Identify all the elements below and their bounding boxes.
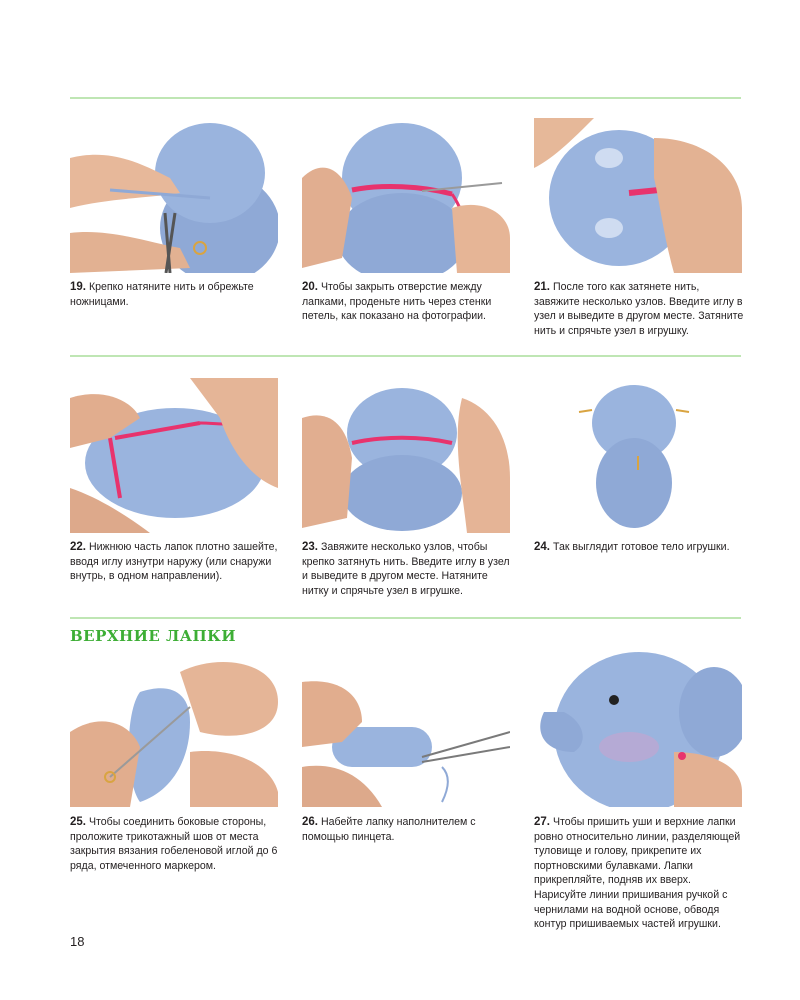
step-text: Чтобы пришить уши и верхние лапки ровно относительно линии, разделяющей туловище и голову, прикрепите их портновскими булавками. Лапки прикрепляйте, подняв их вверх. Нарисуйте линии пришивания ручкой с чернилами на водной основе, обводя контур пришиваемых частей игрушки. bbox=[534, 816, 741, 931]
step-23-caption bbox=[302, 540, 512, 598]
page-number: 18 bbox=[70, 934, 85, 949]
step-number: 26. bbox=[302, 816, 318, 828]
step-number: 20. bbox=[302, 281, 318, 293]
step-number: 21. bbox=[534, 281, 550, 293]
step-number: 22. bbox=[70, 541, 86, 553]
step-number: 25. bbox=[70, 816, 86, 828]
step-number: 27. bbox=[534, 816, 550, 828]
knitted-body-cutting-yarn-photo bbox=[70, 118, 278, 273]
step-22-caption bbox=[70, 540, 280, 584]
divider-top bbox=[70, 97, 741, 99]
step-text: Чтобы закрыть отверстие между лапками, проденьте нить через стенки петель, как показано на фотографии. bbox=[302, 281, 492, 323]
step-text: Завяжите несколько узлов, чтобы крепко затянуть нить. Введите иглу в узел и выведите в другом месте. Натяните нитку и спрячьте узел в игрушке. bbox=[302, 541, 510, 597]
sewing-paw-bottom-photo bbox=[70, 378, 278, 533]
stuffing-paw-photo bbox=[302, 652, 510, 807]
step-26-caption bbox=[302, 815, 512, 844]
divider-section bbox=[70, 617, 741, 619]
step-20-caption bbox=[302, 280, 512, 324]
tightening-thread-photo bbox=[302, 378, 510, 533]
step-text: После того как затянете нить, завяжите несколько узлов. Введите иглу в узел и выведите в другом месте. Затяните нить и спрячьте узел в игрушку. bbox=[534, 281, 744, 337]
step-number: 19. bbox=[70, 281, 86, 293]
step-text: Крепко натяните нить и обрежьте ножницами. bbox=[70, 281, 254, 308]
step-text: Чтобы соединить боковые стороны, проложите трикотажный шов от места закрытия вязания гобеленовой иглой до 6 ряда, отмеченного маркером. bbox=[70, 816, 278, 872]
step-text: Нижнюю часть лапок плотно зашейте, вводя иглу изнутри наружу (или снаружи внутрь, в одном направлении). bbox=[70, 541, 278, 583]
step-24-caption bbox=[534, 540, 744, 555]
divider-middle bbox=[70, 355, 741, 357]
pinning-ears-paws-photo bbox=[534, 652, 742, 807]
threading-legs-photo bbox=[302, 118, 510, 273]
tying-knots-photo bbox=[534, 118, 742, 273]
step-27-caption bbox=[534, 815, 744, 932]
step-number: 23. bbox=[302, 541, 318, 553]
step-text: Так выглядит готовое тело игрушки. bbox=[552, 541, 730, 553]
step-19-caption bbox=[70, 280, 280, 309]
finished-body-photo bbox=[534, 378, 742, 533]
step-number: 24. bbox=[534, 541, 550, 553]
step-21-caption bbox=[534, 280, 744, 338]
section-title: ВЕРХНИЕ ЛАПКИ bbox=[70, 627, 236, 645]
step-text: Набейте лапку наполнителем с помощью пинцета. bbox=[302, 816, 476, 843]
step-25-caption bbox=[70, 815, 280, 873]
joining-sides-photo bbox=[70, 652, 278, 807]
